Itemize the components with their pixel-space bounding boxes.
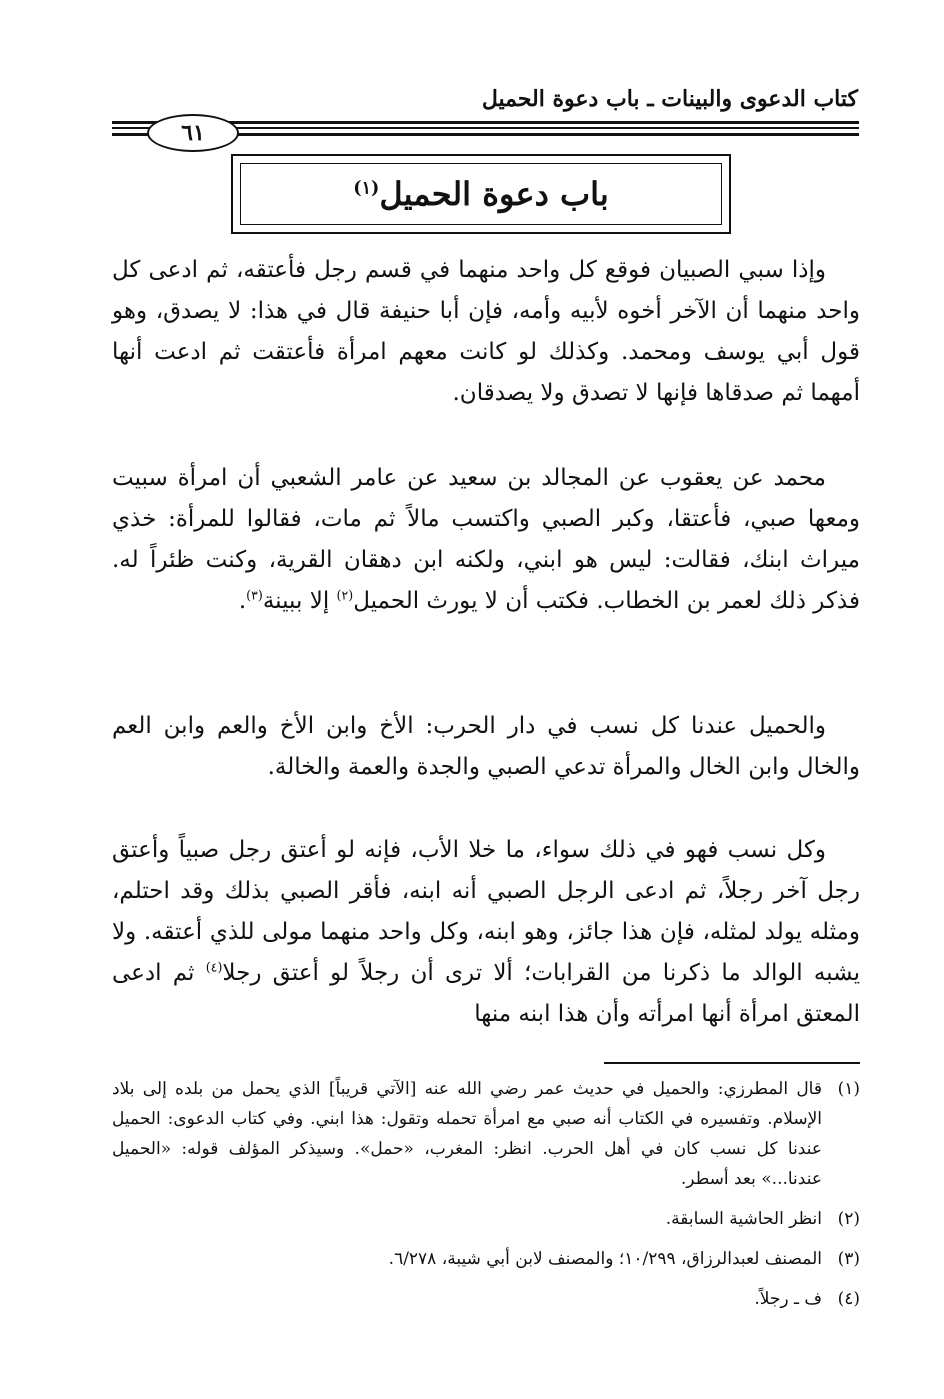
paragraph-1-text: وإذا سبي الصبيان فوقع كل واحد منهما في قسم رجل فأعتقه، ثم ادعى كل واحد منهما أن الآخر أخوه لأبيه وأمه، فإن أبا حنيفة قال في هذا: لا يصدق، وهو قول أبي يوسف ومحمد. وكذلك لو كانت معهم امرأة فأعتقت ثم ادعت أنها أمهما ثم صدقاها فإنها لا تصدق ولا يصدقان. [112,257,860,406]
paragraph-3 [112,706,860,788]
chapter-title-footnote-ref: (١) [353,177,380,199]
paragraph-2 [112,458,860,622]
footnote-2-text: انظر الحاشية السابقة. [665,1209,822,1229]
page-number: ٦١ [147,114,239,152]
footnote-3-text: المصنف لعبدالرزاق، ١٠/٢٩٩؛ والمصنف لابن أبي شيبة، ٦/٢٧٨. [388,1249,822,1269]
footnote-1 [112,1074,860,1194]
paragraph-2-word-bayyina: إلا ببينة [262,588,330,614]
footnote-1-number: (١) [837,1079,860,1099]
footnote-1-text: قال المطرزي: والحميل في حديث عمر رضي الله عنه [الآتي قريباً] الذي يحمل من بلده إلى بلاد الإسلام. وتفسيره في الكتاب أنه صبي مع امرأة تحمله وتقول: هذا ابني. وفي كتاب الدعوى: الحميل عندنا كل نسب كان في أهل الحرب. انظر: المغرب، «حمل». وسيذكر المؤلف قوله: «الحميل عندنا...» بعد أسطر. [112,1079,822,1189]
footnote-4-number: (٤) [837,1289,860,1309]
footnote-separator [604,1062,860,1064]
footnote-ref-4: (٤) [205,959,223,975]
footnote-3 [112,1244,860,1274]
paragraph-1 [112,250,860,414]
paragraph-4 [112,830,860,1035]
footnote-2-number: (٢) [837,1209,860,1229]
paragraph-2-end: . [238,588,247,614]
running-header-title: كتاب الدعوى والبينات ـ باب دعوة الحميل [481,86,858,112]
footnote-2 [112,1204,860,1234]
chapter-title-text: باب دعوة الحميل [379,175,609,213]
footnote-3-number: (٣) [837,1249,860,1269]
paragraph-4-end: ثم ادعى المعتق امرأة أنها امرأته وأن هذا ابنه منها [112,960,860,1027]
paragraph-4-text: وكل نسب فهو في ذلك سواء، ما خلا الأب، فإنه لو أعتق رجل صبياً وأعتق رجل آخر رجلاً، ثم ادعى الرجل الصبي أنه ابنه، فأقر الصبي بذلك وقد احتلم، ومثله يولد لمثله، فإن هذا جائز، وهو ابنه، وكل واحد منهما مولى للذي أعتقه. ولا يشبه الوالد ما ذكرنا من القرابات؛ ألا ترى أن [112,837,861,986]
footnote-4-text: ف ـ رجلاً. [754,1289,822,1309]
paragraph-2-text: محمد عن يعقوب عن المجالد بن سعيد عن عامر الشعبي أن امرأة سبيت ومعها صبي، فأعتقا، وكبر الصبي واكتسب مالاً ثم مات، فقالوا للمرأة: خذي ميراث ابنك، فقالت: ليس هو ابني، ولكنه ابن دهقان القرية، وكنت ظئراً له. فذكر ذلك لعمر بن الخطاب. فكتب أن لا يورث [112,465,860,614]
footnote-ref-3: (٣) [246,587,263,603]
footnotes [112,1074,860,1324]
paragraph-2-word-hamil: الحميل [353,588,420,614]
paragraph-3-text: والحميل عندنا كل نسب في دار الحرب: الأخ وابن الأخ والعم وابن العم والخال وابن الخال والمرأة تدعي الصبي والجدة والعمة والخالة. [112,713,860,780]
chapter-title-box [240,163,722,225]
paragraph-4-word: رجلاً لو أعتق رجلا [222,960,400,986]
footnote-ref-2: (٢) [336,587,354,603]
footnote-4 [112,1284,860,1314]
chapter-title [353,175,609,213]
